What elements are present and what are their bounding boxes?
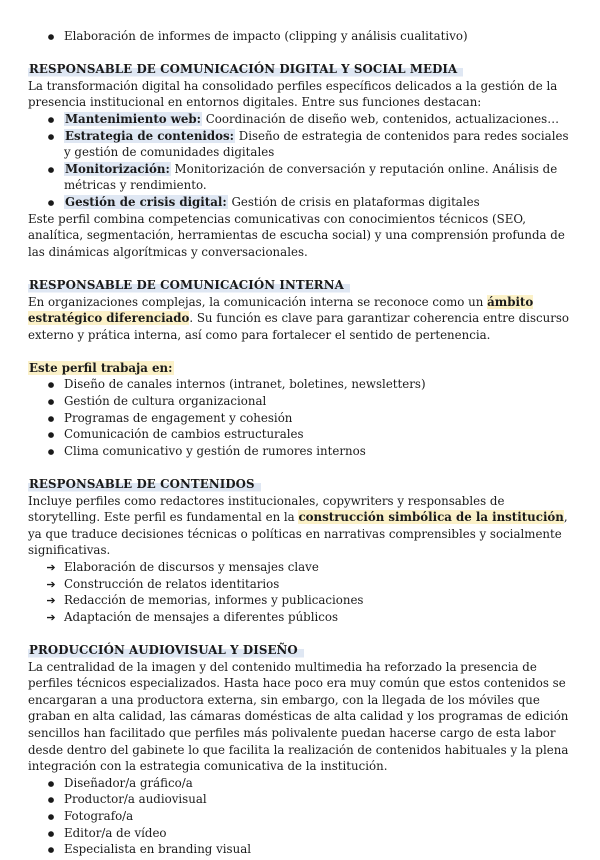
section-heading: PRODUCCIÓN AUDIOVISUAL Y DISEÑO	[28, 642, 304, 659]
list-item-text: Productor/a audiovisual	[64, 792, 207, 807]
term-desc: Gestión de crisis en plataformas digitales	[227, 194, 480, 209]
section-contenidos	[28, 476, 572, 625]
arrow-icon	[45, 609, 57, 627]
list-item	[28, 841, 572, 858]
list-item	[28, 376, 572, 393]
bullet-icon	[45, 841, 57, 860]
paragraph: La centralidad de la imagen y del contenido multimedia ha reforzado la presencia de perfiles técnicos especializados. Hasta hace poco era muy común que estos contenidos se encargaran a una productora externa, sin embargo, con la llegada de los móviles que graban en alta calidad, las cámaras domésticas de alta calidad y los programas de edición sencillos han facilitado que perfiles más polivalente puedan hacerse cargo de esta labor desde dentro del gabinete lo que facilita la realización de contenidos habituales y la plena integración con la estrategia comunicativa de la institución.	[28, 659, 569, 774]
paragraph	[28, 493, 572, 559]
list-item-text: Comunicación de cambios estructurales	[64, 427, 304, 442]
list-item-text: Gestión de cultura organizacional	[64, 394, 267, 409]
bullet-icon	[45, 28, 57, 47]
list-item-text: Especialista en branding visual	[64, 842, 252, 857]
highlight: construcción simbólica de la institución	[298, 510, 564, 525]
arrow-icon	[45, 592, 57, 610]
list-item-text: Elaboración de discursos y mensajes clave	[64, 560, 319, 574]
list-item	[28, 393, 572, 410]
list-item	[28, 443, 572, 460]
list-item-text: Fotografo/a	[64, 808, 134, 823]
term-desc: Coordinación de diseño web, contenidos, actualizaciones…	[202, 111, 559, 126]
top-list	[28, 28, 572, 45]
section-audiovisual	[28, 642, 572, 858]
list-item-text: Redacción de memorias, informes y publicaciones	[64, 593, 364, 608]
list-item	[28, 775, 572, 792]
term: Estrategia de contenidos:	[65, 128, 234, 143]
list-item	[28, 825, 572, 842]
list-item	[28, 128, 572, 161]
bullet-icon	[45, 443, 57, 462]
list-item	[28, 410, 572, 427]
term: Monitorización:	[65, 161, 170, 176]
list-item	[28, 576, 572, 593]
section-heading: RESPONSABLE DE COMUNICACIÓN DIGITAL Y SOCIAL MEDIA	[28, 61, 463, 78]
paragraph: La transformación digital ha consolidado perfiles específicos delicados a la gestión de la presencia institucional en entornos digitales. Entre sus funciones destacan:	[28, 78, 558, 110]
text-run: Incluye perfiles como redactores institucionales, copywriters y responsables de storytelling. Este perfil es fundamental en la	[28, 493, 505, 525]
bullet-icon	[45, 128, 57, 147]
audiovisual-list	[28, 775, 572, 858]
term: Mantenimiento web:	[65, 111, 202, 126]
list-item-text: Diseñador/a gráfico/a	[64, 775, 193, 790]
list-item-text: Clima comunicativo y gestión de rumores internos	[64, 443, 366, 458]
list-item	[28, 609, 572, 626]
list-item	[28, 592, 572, 609]
list-item	[28, 426, 572, 443]
paragraph	[28, 294, 572, 344]
list-item	[28, 194, 572, 211]
list-item	[28, 111, 572, 128]
term-desc: Monitorización de conversación y reputación online. Análisis de métricas y rendimiento.	[64, 161, 558, 193]
section-heading: RESPONSABLE DE COMUNICACIÓN INTERNA	[28, 277, 350, 294]
list-item-text: Diseño de canales internos (intranet, boletines, newsletters)	[64, 377, 426, 392]
list-item	[28, 28, 572, 45]
section-digital	[28, 61, 572, 260]
arrow-icon	[45, 559, 57, 577]
term-desc: Diseño de estrategia de contenidos para redes sociales y gestión de comunidades digitales	[64, 128, 569, 160]
arrow-icon	[45, 576, 57, 594]
list-item	[28, 161, 572, 194]
text-run: En organizaciones complejas, la comunicación interna se reconoce como un	[28, 294, 488, 309]
section-heading: RESPONSABLE DE CONTENIDOS	[28, 476, 261, 493]
list-item	[28, 808, 572, 825]
list-item-text: Adaptación de mensajes a diferentes públicos	[64, 609, 339, 624]
sub-label: Este perfil trabaja en:	[29, 360, 173, 375]
sub-label-line	[28, 360, 572, 377]
bullet-icon	[45, 161, 57, 180]
functions-list	[28, 111, 572, 211]
list-item	[28, 791, 572, 808]
list-item-text: Programas de engagement y cohesión	[64, 410, 293, 425]
bullet-icon	[45, 194, 57, 213]
highlight: ámbito estratégico diferenciado	[28, 294, 534, 326]
list-item	[28, 559, 572, 576]
term: Gestión de crisis digital:	[65, 194, 227, 209]
list-item-text: Elaboración de informes de impacto (clipping y análisis cualitativo)	[64, 29, 468, 43]
list-item-text: Construcción de relatos identitarios	[64, 576, 280, 591]
paragraph: Este perfil combina competencias comunicativas con conocimientos técnicos (SEO, analítica, segmentación, herramientas de escucha social) y una comprensión profunda de las dinámicas algorítmicas y conversacionales.	[28, 211, 565, 259]
interna-list	[28, 376, 572, 459]
text-run: , ya que traduce decisiones técnicas o políticas en narrativas comprensibles y socialmente significativas.	[28, 510, 568, 558]
list-item-text: Editor/a de vídeo	[64, 825, 167, 840]
contenidos-list	[28, 559, 572, 625]
text-run: . Su función es clave para garantizar coherencia entre discurso externo y prática interna, así como para fortalecer el sentido de pertenencia.	[28, 311, 570, 342]
section-interna	[28, 277, 572, 460]
